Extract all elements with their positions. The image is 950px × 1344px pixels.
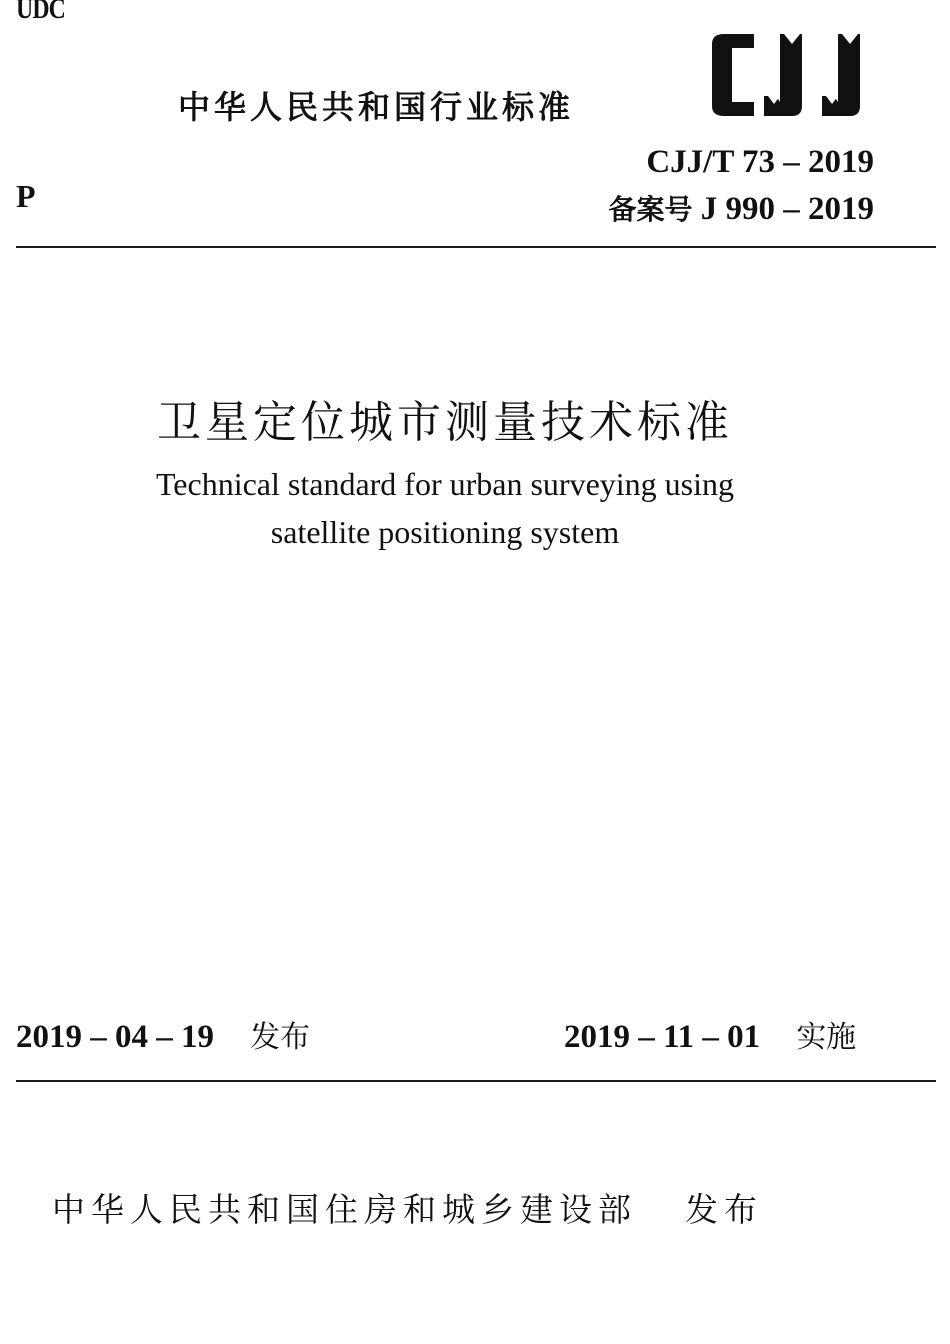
- standard-number: CJJ/T 73 – 2019: [646, 144, 874, 180]
- issue-date-label: 发布: [250, 1020, 310, 1055]
- header-divider: [16, 246, 936, 248]
- title-english-line2: satellite positioning system: [270, 514, 620, 550]
- record-label: 备案号: [608, 193, 693, 226]
- publisher-action: 发布: [685, 1190, 763, 1229]
- cjj-logo-icon: [702, 30, 878, 120]
- implementation-date-label: 实施: [796, 1020, 857, 1055]
- title-english-line1: Technical standard for urban surveying using: [155, 466, 735, 502]
- publisher-name: 中华人民共和国住房和城乡建设部: [52, 1190, 637, 1229]
- title-chinese: 卫星定位城市测量技术标准: [157, 397, 733, 448]
- issue-date: [16, 1012, 310, 1056]
- publisher: [52, 1184, 763, 1231]
- record-number: [608, 188, 874, 228]
- classification-code: P: [16, 178, 36, 214]
- industry-standard-heading: 中华人民共和国行业标准: [178, 88, 575, 126]
- udc-label: UDC: [16, 0, 66, 25]
- implementation-date: [564, 1012, 856, 1056]
- footer-divider: [16, 1080, 936, 1082]
- issue-date-value: 2019 – 04 – 19: [16, 1019, 214, 1055]
- implementation-date-value: 2019 – 11 – 01: [564, 1019, 761, 1055]
- record-value: J 990 – 2019: [700, 191, 874, 227]
